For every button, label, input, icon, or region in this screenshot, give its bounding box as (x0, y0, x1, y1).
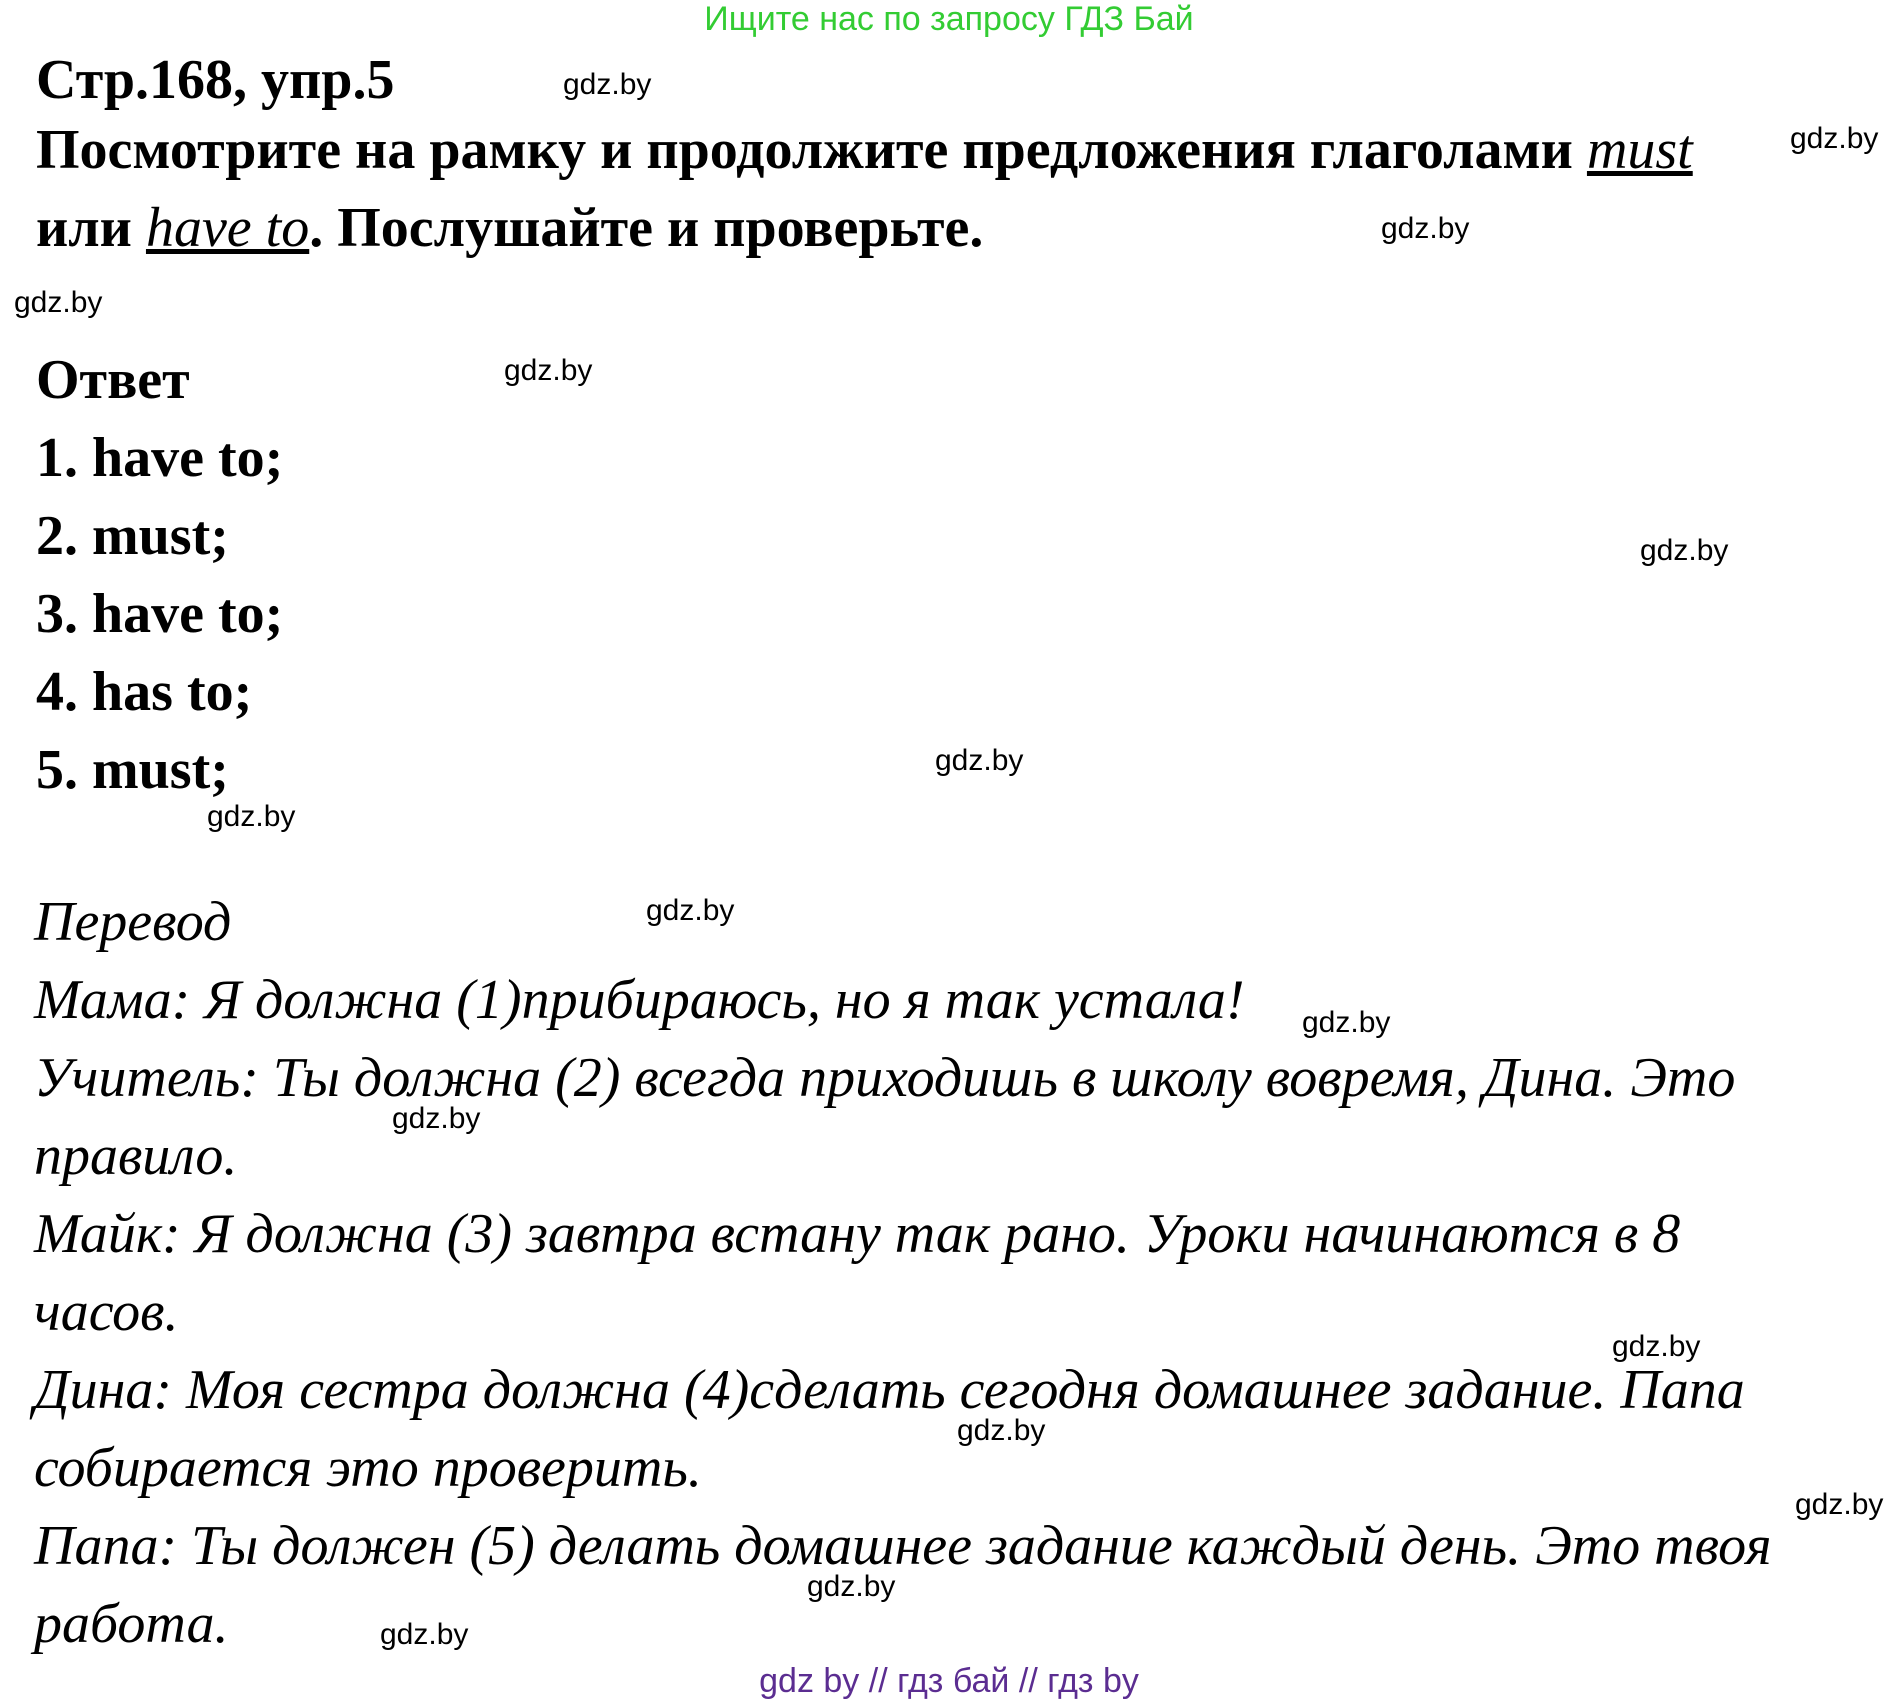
task-word-must: must (1586, 119, 1693, 181)
translation-line: Дина: Моя сестра должна (4)сделать сегодня домашнее задание. Папа (34, 1359, 1745, 1421)
watermark: gdz.by (1381, 212, 1470, 245)
task-text: . Послушайте и проверьте. (309, 197, 984, 259)
translation-line: Учитель: Ты должна (2) всегда приходишь в школу вовремя, Дина. Это (34, 1047, 1736, 1109)
answer-item: 5. must; (36, 739, 229, 801)
watermark: gdz.by (807, 1570, 896, 1603)
watermark: gdz.by (1612, 1330, 1701, 1363)
translation-line: Папа: Ты должен (5) делать домашнее задание каждый день. Это твоя (34, 1515, 1772, 1577)
answer-item: 1. have to; (36, 427, 284, 489)
translation-heading: Перевод (34, 891, 232, 953)
answer-item: 2. must; (36, 505, 229, 567)
answer-item: 4. has to; (36, 661, 253, 723)
watermark: gdz.by (1790, 122, 1879, 155)
task-line-1 (36, 118, 1693, 182)
search-banner: Ищите нас по запросу ГДЗ Бай (704, 0, 1194, 38)
watermark: gdz.by (1640, 534, 1729, 567)
watermark: gdz.by (504, 354, 593, 387)
translation-line: Майк: Я должна (3) завтра встану так рано. Уроки начинаются в 8 (34, 1203, 1681, 1265)
watermark: gdz.by (1302, 1006, 1391, 1039)
watermark: gdz.by (14, 286, 103, 319)
watermark: gdz.by (935, 744, 1024, 777)
watermark: gdz.by (563, 68, 652, 101)
task-word-have-to: have to (145, 197, 310, 259)
watermark: gdz.by (646, 894, 735, 927)
watermark: gdz.by (207, 800, 296, 833)
watermark: gdz.by (392, 1102, 481, 1135)
watermark: gdz.by (957, 1414, 1046, 1447)
task-text: Посмотрите на рамку и продолжите предложения глаголами (36, 119, 1587, 181)
answer-heading: Ответ (36, 349, 190, 411)
answer-item: 3. have to; (36, 583, 284, 645)
watermark: gdz.by (1795, 1488, 1884, 1521)
translation-line: работа. (34, 1593, 229, 1655)
footer-links: gdz by // гдз бай // гдз by (759, 1662, 1139, 1700)
translation-line: Мама: Я должна (1)прибираюсь, но я так устала! (34, 969, 1245, 1031)
translation-line: часов. (34, 1281, 179, 1343)
page-title: Стр.168, упр.5 (36, 49, 395, 111)
task-line-2 (36, 196, 983, 260)
watermark: gdz.by (380, 1618, 469, 1651)
translation-line: правило. (34, 1125, 238, 1187)
task-text: или (36, 197, 146, 259)
translation-line: собирается это проверить. (34, 1437, 702, 1499)
